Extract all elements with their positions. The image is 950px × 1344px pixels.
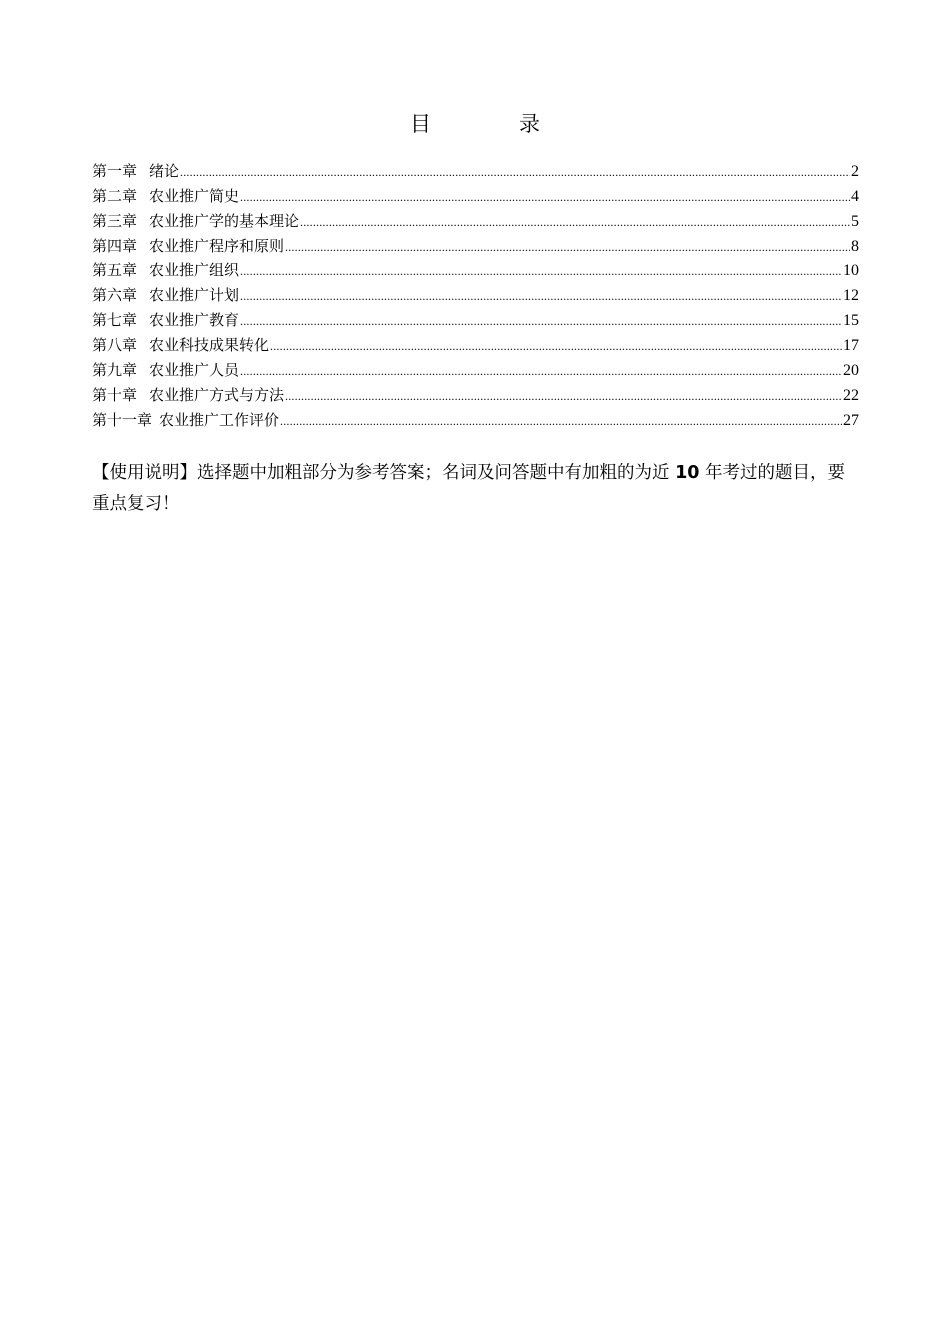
toc-entry-chapter-5[interactable] xyxy=(92,256,859,281)
toc-chapter-title: 农业推广程序和原则 xyxy=(149,236,285,255)
toc-leader-dots xyxy=(240,365,842,377)
toc-page-number: 8 xyxy=(851,237,859,255)
toc-chapter-number: 第九章 xyxy=(92,361,138,380)
toc-leader-dots xyxy=(180,166,850,178)
toc-chapter-title: 农业推广人员 xyxy=(149,361,240,380)
toc-page-number: 4 xyxy=(851,187,859,205)
toc-chapter-number: 第四章 xyxy=(92,236,138,255)
toc-entry-chapter-9[interactable] xyxy=(92,355,859,380)
toc-leader-dots xyxy=(240,265,842,277)
toc-chapter-number: 第八章 xyxy=(92,336,138,355)
table-of-contents xyxy=(92,156,859,430)
toc-page-number: 22 xyxy=(843,386,859,404)
toc-heading xyxy=(0,108,950,140)
usage-note-text-end: 年考过的题目，要重点复习！ xyxy=(92,463,846,514)
toc-chapter-number: 第一章 xyxy=(92,161,138,180)
toc-entry-chapter-7[interactable] xyxy=(92,305,859,330)
toc-page-number: 17 xyxy=(843,337,859,355)
toc-page-number: 27 xyxy=(843,411,859,429)
toc-entry-chapter-10[interactable] xyxy=(92,380,859,405)
toc-chapter-title: 农业推广计划 xyxy=(149,286,240,305)
toc-chapter-number: 第十一章 xyxy=(92,410,153,429)
toc-chapter-title: 农业推广简史 xyxy=(149,186,240,205)
toc-chapter-number: 第五章 xyxy=(92,261,138,280)
toc-chapter-title: 农业推广组织 xyxy=(149,261,240,280)
toc-page-number: 2 xyxy=(851,162,859,180)
toc-chapter-title: 农业推广学的基本理论 xyxy=(149,211,300,230)
toc-leader-dots xyxy=(300,216,850,228)
toc-entry-chapter-1[interactable] xyxy=(92,156,859,181)
toc-chapter-title: 农业推广教育 xyxy=(149,311,240,330)
toc-chapter-title: 绪论 xyxy=(149,161,180,180)
toc-page-number: 10 xyxy=(843,262,859,280)
toc-leader-dots xyxy=(285,390,842,402)
toc-entry-chapter-2[interactable] xyxy=(92,181,859,206)
toc-entry-chapter-8[interactable] xyxy=(92,330,859,355)
usage-note xyxy=(92,458,860,520)
toc-entry-chapter-3[interactable] xyxy=(92,206,859,231)
toc-heading-left: 目 xyxy=(410,112,431,136)
toc-chapter-title: 农业科技成果转化 xyxy=(149,336,270,355)
toc-leader-dots xyxy=(240,315,842,327)
toc-entry-chapter-11[interactable] xyxy=(92,405,859,430)
toc-page-number: 5 xyxy=(851,212,859,230)
toc-entry-chapter-4[interactable] xyxy=(92,231,859,256)
toc-entry-chapter-6[interactable] xyxy=(92,280,859,305)
toc-chapter-number: 第六章 xyxy=(92,286,138,305)
toc-page-number: 15 xyxy=(843,312,859,330)
toc-chapter-title: 农业推广方式与方法 xyxy=(149,385,285,404)
toc-leader-dots xyxy=(270,340,842,352)
toc-page-number: 12 xyxy=(843,287,859,305)
toc-chapter-number: 第十章 xyxy=(92,385,138,404)
toc-leader-dots xyxy=(240,191,850,203)
usage-note-bold-number: 10 xyxy=(675,463,700,483)
usage-note-text: 【使用说明】选择题中加粗部分为参考答案；名词及问答题中有加粗的为近 xyxy=(92,463,670,483)
toc-leader-dots xyxy=(240,290,842,302)
toc-page-number: 20 xyxy=(843,362,859,380)
toc-chapter-number: 第三章 xyxy=(92,211,138,230)
toc-heading-right: 录 xyxy=(519,112,540,136)
toc-chapter-number: 第七章 xyxy=(92,311,138,330)
toc-leader-dots xyxy=(285,241,850,253)
toc-chapter-title: 农业推广工作评价 xyxy=(159,410,280,429)
toc-chapter-number: 第二章 xyxy=(92,186,138,205)
toc-leader-dots xyxy=(280,415,842,427)
